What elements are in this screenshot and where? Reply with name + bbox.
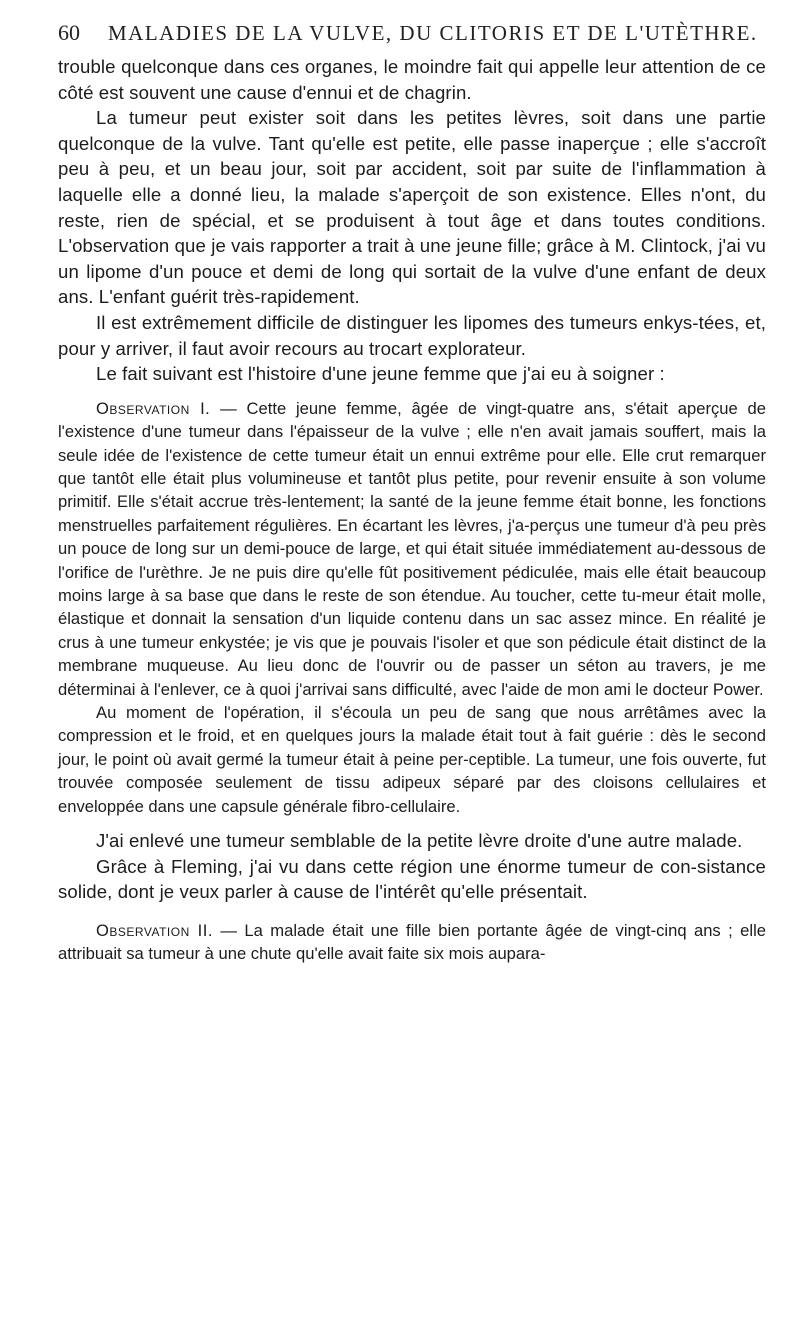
observation-paragraph	[58, 919, 766, 966]
book-page	[58, 20, 766, 966]
observation-paragraph: Au moment de l'opération, il s'écoula un peu de sang que nous arrêtâmes avec la compression et le froid, et en quelques jours la malade était tout à fait guérie : dès le second jour, le point où avait germé la tumeur était à peine per-ceptible. La tumeur, une fois ouverte, fut trouvée composée seulement de tissu adipeux séparé par des cloisons cellulaires et enveloppée dans une capsule générale fibro-cellulaire.	[58, 703, 766, 816]
observation-1	[58, 397, 766, 818]
main-text-top	[58, 54, 766, 387]
observation-label: Observation II.	[96, 920, 213, 940]
paragraph: Il est extrêmement difficile de distinguer les lipomes des tumeurs enkys-tées, et, pour y arriver, il faut avoir recours au trocart explorateur.	[58, 311, 766, 359]
paragraph: J'ai enlevé une tumeur semblable de la petite lèvre droite d'une autre malade.	[96, 830, 743, 852]
chapter-title: MALADIES DE LA VULVE, DU CLITORIS ET DE L'UTÈTHRE.	[108, 21, 758, 45]
paragraph: Grâce à Fleming, j'ai vu dans cette région une énorme tumeur de con-sistance solide, dont je veux parler à cause de l'intérêt qu'elle présentait.	[58, 855, 766, 903]
main-text-middle	[58, 828, 766, 905]
paragraph: trouble quelconque dans ces organes, le moindre fait qui appelle leur attention de ce côté est souvent une cause d'ennui et de chagrin.	[58, 56, 766, 103]
observation-2	[58, 919, 766, 966]
observation-paragraph	[58, 397, 766, 701]
observation-text: — La malade était une fille bien portante âgée de vingt-cinq ans ; elle attribuait sa tumeur à une chute qu'elle avait faite six mois aupara-	[58, 920, 766, 964]
observation-text: — Cette jeune femme, âgée de vingt-quatre ans, s'était aperçue de l'existence d'une tumeur dans l'épaisseur de la vulve ; elle n'en avait jamais souffert, mais la seule idée de l'existence de cette tumeur était un ennui extrême pour elle. Elle crut remarquer que tantôt elle était plus volumineuse et tantôt plus petite, pour revenir ensuite à son volume primitif. Elle s'était accrue très-lentement; la santé de la jeune femme était bonne, les fonctions menstruelles parfaitement régulières. En écartant les lèvres, j'a-perçus une tumeur d'à peu près un pouce de long sur un demi-pouce de large, et qui était située immédiatement au-dessous de l'orifice de l'urèthre. Je ne puis dire qu'elle fût positivement pédiculée, mais elle était beaucoup moins large à sa base que dans le reste de son étendue. Au toucher, cette tu-meur était molle, élastique et donnait la sensation d'un liquide contenu dans un sac assez mince. En réalité je crus à une tumeur enkystée; je vis que je pouvais l'isoler et que son pédicule était distinct de la membrane muqueuse. Au lieu donc de l'ouvrir ou de passer un séton au travers, je me déterminai à l'enlever, ce à quoi j'arrivai sans difficulté, avec l'aide de mon ami le docteur Power.	[58, 398, 766, 699]
observation-label: Observation I.	[96, 398, 211, 418]
paragraph: La tumeur peut exister soit dans les petites lèvres, soit dans une partie quelconque de la vulve. Tant qu'elle est petite, elle passe inaperçue ; elle s'accroît peu à peu, et un beau jour, soit par accident, soit par suite de l'inflammation à laquelle elle a donné lieu, la malade s'aperçoit de son existence. Elles n'ont, du reste, rien de spécial, et se produisent à tout âge et dans toutes conditions. L'observation que je vais rapporter a trait à une jeune fille; grâce à M. Clintock, j'ai vu un lipome d'un pouce et demi de long qui sortait de la vulve d'une enfant de deux ans. L'enfant guérit très-rapidement.	[58, 107, 766, 308]
running-header	[58, 20, 766, 54]
page-number: 60	[58, 20, 80, 45]
paragraph: Le fait suivant est l'histoire d'une jeune femme que j'ai eu à soigner :	[96, 363, 665, 385]
